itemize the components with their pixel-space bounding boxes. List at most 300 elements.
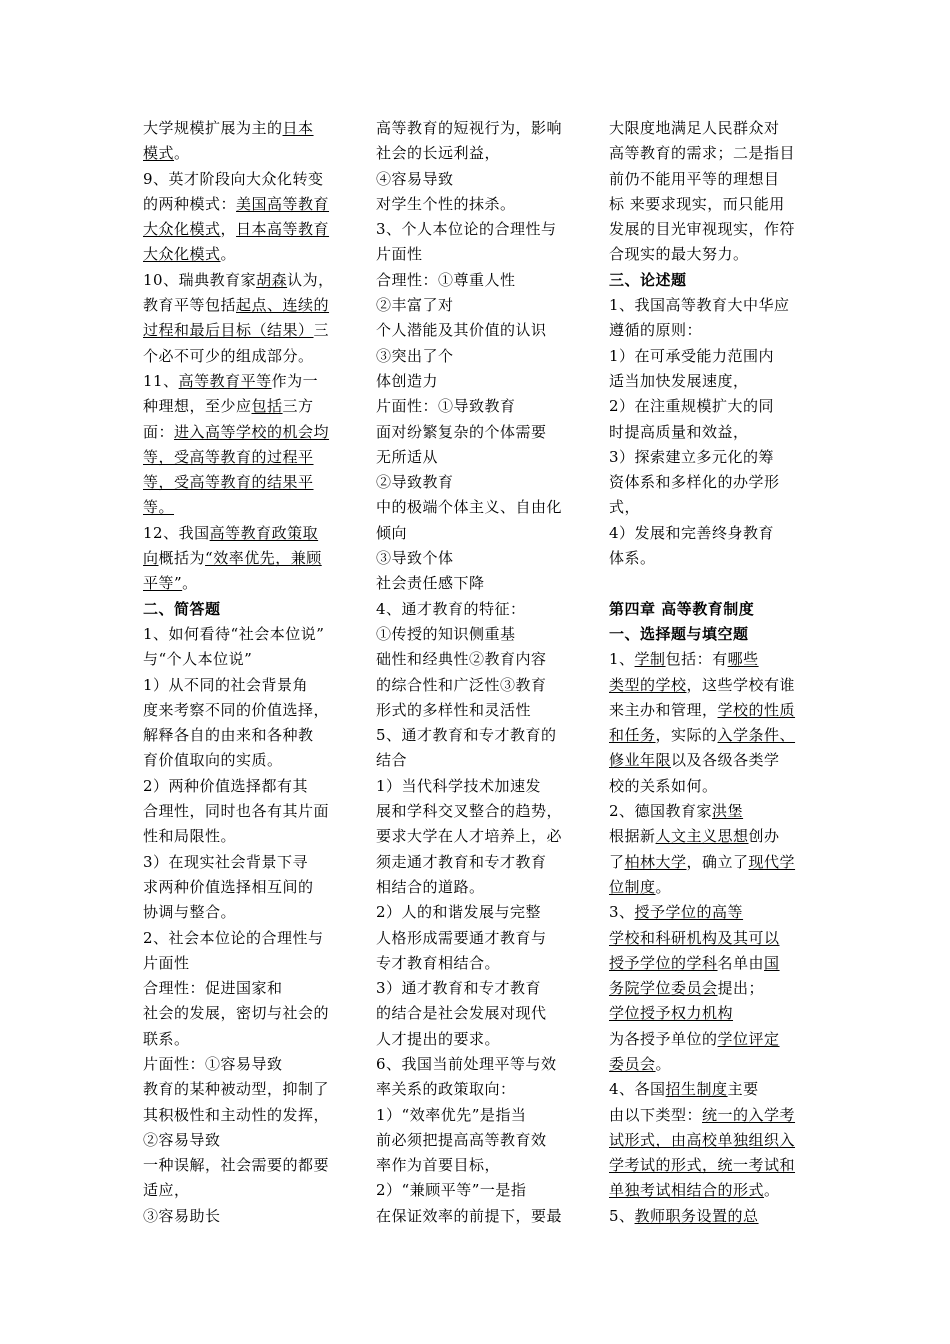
text-column-left [143, 116, 341, 1229]
text-line [609, 1052, 807, 1077]
text-line [376, 192, 574, 217]
text-segment: 4）发展和完善终身教育 [609, 523, 775, 542]
text-line [376, 521, 574, 546]
underlined-answer: 类型的学校 [609, 675, 687, 694]
text-segment: 联系。 [143, 1029, 190, 1048]
text-segment: 校的关系如何。 [609, 776, 718, 795]
underlined-answer: 平等” [143, 574, 183, 593]
text-segment: 体系。 [609, 549, 656, 568]
text-line [143, 647, 341, 672]
text-line [376, 445, 574, 470]
underlined-answer: 位制度 [609, 877, 656, 896]
text-segment: ④容易导致 [376, 169, 454, 188]
text-line [609, 723, 807, 748]
text-segment: 教育的某种被动型，抑制了 [143, 1080, 330, 1099]
underlined-answer: 学位评定 [717, 1029, 780, 1048]
text-line [609, 1103, 807, 1128]
text-line [143, 799, 341, 824]
underlined-answer: 授予学位的高等 [634, 903, 744, 922]
text-segment: 了 [609, 852, 625, 871]
underlined-answer: 现代学 [748, 852, 796, 871]
text-segment: 合理性，同时也各有其片面 [143, 802, 330, 821]
text-line [609, 799, 807, 824]
section-heading: 一、选择题与填空题 [609, 624, 749, 643]
text-segment: 为各授予单位的 [609, 1029, 718, 1048]
text-segment: 高等教育的短视行为，影响 [376, 119, 563, 137]
text-line [609, 242, 807, 267]
text-line [143, 1077, 341, 1102]
underlined-answer: 向 [143, 549, 159, 568]
text-line [376, 141, 574, 166]
text-segment: 5、通才教育和专才教育的 [376, 726, 557, 745]
text-line [609, 394, 807, 419]
text-line [143, 951, 341, 976]
text-line [609, 470, 807, 495]
text-segment: 6、我国当前处理平等与效 [376, 1054, 557, 1073]
text-line [143, 242, 341, 267]
text-line [376, 698, 574, 723]
text-segment: 的两种模式： [143, 194, 237, 213]
text-line [143, 1027, 341, 1052]
text-segment: 面： [143, 422, 175, 441]
text-segment: ①传授的知识侧重基 [376, 624, 516, 643]
underlined-answer: 包括 [251, 397, 283, 416]
text-line [609, 318, 807, 343]
text-line [609, 369, 807, 394]
text-segment: 3、个人本位论的合理性与 [376, 220, 557, 239]
text-line [376, 495, 574, 520]
text-segment: 与“个人本位说” [143, 650, 253, 669]
text-line [376, 1153, 574, 1178]
text-segment: 。 [174, 144, 190, 163]
underlined-answer: 修业年限 [609, 751, 672, 770]
underlined-answer: 等，受高等教育的过程平 [143, 447, 314, 466]
text-line [609, 546, 807, 571]
text-segment: 遵循的原则： [609, 321, 703, 340]
text-segment: 率关系的政策取向： [376, 1080, 516, 1099]
section-heading: 二、简答题 [143, 599, 221, 618]
text-line [143, 976, 341, 1001]
text-line [143, 293, 341, 318]
text-line [609, 217, 807, 242]
text-line [376, 546, 574, 571]
text-line [376, 1027, 574, 1052]
text-line [143, 141, 341, 166]
text-segment: 。 [764, 1181, 780, 1200]
text-segment: 资体系和多样化的办学形 [609, 473, 780, 492]
text-column-middle [376, 116, 574, 1229]
text-segment: 2）两种价值选择都有其 [143, 776, 309, 795]
text-segment: 1）当代科学技术加速发 [376, 776, 542, 795]
text-line [376, 1052, 574, 1077]
underlined-answer: 模式 [143, 144, 175, 163]
text-segment: 作为一 [271, 371, 319, 390]
text-line [376, 774, 574, 799]
text-line [609, 1153, 807, 1178]
text-line [376, 116, 574, 141]
underlined-answer: 委员会 [609, 1054, 656, 1073]
text-segment: 1）“效率优先”是指当 [376, 1105, 527, 1124]
text-line [609, 673, 807, 698]
text-line [143, 1103, 341, 1128]
text-segment: 2、社会本位论的合理性与 [143, 928, 324, 947]
underlined-answer: 学位授予权力机构 [609, 1004, 734, 1023]
text-line [376, 369, 574, 394]
text-line [143, 723, 341, 748]
text-line [376, 926, 574, 951]
text-segment: 适应， [143, 1181, 190, 1200]
text-line [609, 1204, 807, 1229]
text-segment: 2）人的和谐发展与完整 [376, 903, 542, 922]
text-segment: 结合 [376, 751, 408, 770]
text-segment: 展和学科交叉整合的趋势， [376, 802, 563, 821]
text-segment: 高等教育的需求；二是指目 [609, 144, 796, 163]
text-segment: 的综合性和广泛性③教育 [376, 675, 547, 694]
text-segment: 社会的长远利益， [376, 144, 501, 163]
text-line [609, 774, 807, 799]
underlined-answer: 日本 [282, 119, 314, 137]
text-line [376, 1128, 574, 1153]
text-segment: 1、如何看待“社会本位说” [143, 624, 325, 643]
text-segment: ③导致个体 [376, 549, 454, 568]
text-line [609, 268, 807, 293]
text-segment: ②丰富了对 [376, 296, 454, 315]
text-line [143, 774, 341, 799]
text-line [143, 268, 341, 293]
text-segment: 。 [655, 1054, 672, 1073]
text-segment: 前仍不能用平等的理想目 [609, 169, 780, 188]
text-line [609, 875, 807, 900]
text-segment: 概括为 [158, 549, 206, 568]
text-segment: 2）在注重规模扩大的同 [609, 397, 775, 416]
text-segment: 片面性 [143, 953, 190, 972]
text-line [609, 850, 807, 875]
text-segment: 3）通才教育和专才教育 [376, 979, 542, 998]
text-segment: 率作为首要目标， [376, 1156, 501, 1175]
text-segment: 4、各国 [609, 1080, 666, 1099]
text-segment: 合现实的最大努力。 [609, 245, 749, 264]
text-line [609, 571, 807, 596]
text-segment: 社会责任感下降 [376, 574, 485, 593]
text-line [609, 1001, 807, 1026]
text-line [376, 622, 574, 647]
text-line [609, 445, 807, 470]
text-segment: 1）在可承受能力范围内 [609, 346, 775, 365]
text-segment: 体创造力 [376, 371, 439, 390]
underlined-answer: 起点、连续的 [236, 296, 330, 315]
text-segment: 人才提出的要求。 [376, 1029, 501, 1048]
text-line [376, 318, 574, 343]
underlined-answer: 洪堡 [712, 802, 744, 821]
text-segment: 三方 [282, 397, 314, 416]
underlined-answer: 入学条件、 [717, 726, 796, 745]
text-segment: ②导致教育 [376, 473, 454, 492]
text-segment: 3、 [609, 903, 635, 922]
text-line [376, 1204, 574, 1229]
text-segment: 面对纷繁复杂的个体需要 [376, 422, 547, 441]
text-line [376, 394, 574, 419]
text-segment: 无所适从 [376, 447, 439, 466]
text-segment: 中的极端个体主义、自由化 [376, 498, 563, 517]
text-line [376, 673, 574, 698]
text-segment: 人格形成需要通才教育与 [376, 928, 547, 947]
text-segment: 3）探索建立多元化的筹 [609, 447, 775, 466]
text-segment: 相结合的道路。 [376, 877, 485, 896]
text-segment: 一种误解，社会需要的都要 [143, 1156, 330, 1175]
text-line [376, 976, 574, 1001]
underlined-answer: 学校的性质 [717, 700, 796, 719]
text-segment: 主要 [727, 1080, 759, 1099]
text-line [376, 1077, 574, 1102]
text-line [609, 748, 807, 773]
text-line [609, 293, 807, 318]
text-segment: 合理性：促进国家和 [143, 979, 283, 998]
text-segment: ②容易导致 [143, 1130, 221, 1149]
text-segment: 。 [655, 877, 672, 896]
text-segment: 根据新 [609, 827, 656, 846]
text-line [609, 951, 807, 976]
text-segment: 求两种价值选择相互间的 [143, 877, 314, 896]
text-line [376, 951, 574, 976]
text-line [609, 622, 807, 647]
text-line [143, 420, 341, 445]
underlined-answer: 大众化模式 [143, 220, 221, 239]
text-column-right [609, 116, 807, 1229]
text-segment: 片面性：①容易导致 [143, 1054, 283, 1073]
text-line [609, 495, 807, 520]
text-segment: 4、通才教育的特征： [376, 599, 526, 618]
text-segment: 由以下类型： [609, 1105, 703, 1124]
text-line [143, 597, 341, 622]
text-line [609, 698, 807, 723]
text-segment: 12、我国 [143, 523, 210, 542]
text-line [143, 1178, 341, 1203]
text-segment: 片面性 [376, 245, 423, 264]
text-segment: 以及各级各类学 [671, 751, 780, 770]
text-segment: 专才教育相结合。 [376, 953, 501, 972]
text-segment: 。 [220, 245, 237, 264]
text-line [609, 521, 807, 546]
text-line [376, 293, 574, 318]
text-segment: 性和局限性。 [143, 827, 237, 846]
underlined-answer: 学制 [634, 650, 666, 669]
text-line [143, 318, 341, 343]
text-line [143, 1153, 341, 1178]
text-line [143, 850, 341, 875]
underlined-answer: 进入高等学校的机会均 [174, 422, 330, 441]
text-line [143, 622, 341, 647]
underlined-answer: 学考试的形式，统一考试和 [609, 1156, 796, 1175]
text-line [376, 571, 574, 596]
underlined-answer: 柏林大学 [624, 852, 687, 871]
text-line [376, 268, 574, 293]
text-segment: ③突出了个 [376, 346, 454, 365]
text-line [143, 217, 341, 242]
text-line [376, 470, 574, 495]
text-segment: 个人潜能及其价值的认识 [376, 321, 547, 340]
text-segment: 形式的多样性和灵活性 [376, 700, 532, 719]
underlined-answer: 试形式，由高校单独组织入 [609, 1130, 796, 1149]
text-line [376, 420, 574, 445]
text-segment: 时提高质量和效益， [609, 422, 749, 441]
text-segment: 须走通才教育和专才教育 [376, 852, 547, 871]
text-segment: 的结合是社会发展对现代 [376, 1004, 547, 1023]
text-line [143, 470, 341, 495]
text-segment: 在保证效率的前提下，要最 [376, 1206, 563, 1225]
text-line [609, 420, 807, 445]
text-line [609, 1027, 807, 1052]
underlined-answer: 单独考试相结合的形式 [609, 1181, 765, 1200]
text-line [376, 217, 574, 242]
text-line [376, 723, 574, 748]
text-segment: 前必须把提高高等教育效 [376, 1130, 547, 1149]
text-line [609, 1178, 807, 1203]
text-segment: 解释各自的由来和各种教 [143, 726, 314, 745]
text-segment: 发展的目光审视现实，作符 [609, 220, 796, 239]
text-line [143, 546, 341, 571]
underlined-answer: 等。 [143, 498, 175, 517]
text-segment: ③容易助长 [143, 1206, 221, 1225]
text-segment: 包括：有 [665, 650, 728, 669]
text-line [143, 673, 341, 698]
text-line [143, 445, 341, 470]
text-line [143, 394, 341, 419]
text-line [143, 1128, 341, 1153]
underlined-answer: 国 [764, 953, 780, 972]
text-segment: 协调与整合。 [143, 903, 237, 922]
text-line [376, 1103, 574, 1128]
text-line [609, 926, 807, 951]
text-line [376, 167, 574, 192]
text-line [376, 875, 574, 900]
text-line [143, 344, 341, 369]
text-segment: 种理想，至少应 [143, 397, 252, 416]
text-segment: 标 来要求现实，而只能用 [609, 194, 785, 213]
text-segment: 名单由 [717, 953, 765, 972]
text-line [143, 369, 341, 394]
text-line [376, 900, 574, 925]
text-segment: 2）“兼顾平等”一是指 [376, 1181, 527, 1200]
text-line [609, 976, 807, 1001]
text-line [609, 344, 807, 369]
text-segment: ，这些学校有谁 [686, 675, 796, 694]
text-line [143, 1204, 341, 1229]
text-segment: 大学规模扩展为主的 [143, 119, 283, 137]
text-line [376, 799, 574, 824]
text-segment: 11、 [143, 371, 179, 390]
text-segment: 1、我国高等教育大中华应 [609, 296, 790, 315]
text-segment: 要求大学在人才培养上，必 [376, 827, 563, 846]
text-line [609, 116, 807, 141]
text-segment: 度来考察不同的价值选择， [143, 700, 330, 719]
text-segment: 其积极性和主动性的发挥， [143, 1105, 330, 1124]
text-line [143, 521, 341, 546]
text-segment: 倾向 [376, 523, 408, 542]
text-segment: ， [220, 220, 237, 239]
text-line [143, 698, 341, 723]
text-line [609, 167, 807, 192]
text-segment: 个必不可少的组成部分。 [143, 346, 314, 365]
text-line [376, 748, 574, 773]
text-segment: 10、瑞典教育家 [143, 270, 257, 289]
text-segment: 。 [182, 574, 198, 593]
text-line [376, 647, 574, 672]
text-line [376, 242, 574, 267]
underlined-answer: 日本高等教育 [236, 220, 330, 239]
text-line [143, 116, 341, 141]
text-segment: 3）在现实社会背景下寻 [143, 852, 309, 871]
text-segment: 大限度地满足人民群众对 [609, 119, 780, 137]
section-heading: 三、论述题 [609, 270, 687, 289]
text-segment: 9、英才阶段向大众化转变 [143, 169, 324, 188]
text-line [143, 167, 341, 192]
text-line [609, 141, 807, 166]
text-segment: 片面性：①导致教育 [376, 397, 516, 416]
underlined-answer: 人文主义思想 [655, 827, 749, 846]
text-line [609, 1128, 807, 1153]
underlined-answer: 胡森 [256, 270, 288, 289]
text-line [376, 824, 574, 849]
underlined-answer: 和任务 [609, 726, 656, 745]
underlined-answer: 高等教育政策取 [209, 523, 319, 542]
underlined-answer: 务院学位委员会 [609, 979, 718, 998]
underlined-answer: 授予学位的学科 [609, 953, 718, 972]
text-line [143, 1052, 341, 1077]
text-line [609, 647, 807, 672]
text-segment: 1、 [609, 650, 635, 669]
underlined-answer: 哪些 [727, 650, 759, 669]
text-segment: 1）从不同的社会背景角 [143, 675, 309, 694]
text-segment: 三 [313, 321, 330, 340]
text-line [143, 824, 341, 849]
text-line [376, 850, 574, 875]
underlined-answer: 教师职务设置的总 [634, 1206, 759, 1225]
underlined-answer: 统一的入学考 [702, 1105, 796, 1124]
text-line [143, 748, 341, 773]
text-segment: 社会的发展，密切与社会的 [143, 1004, 330, 1023]
underlined-answer: 招生制度 [665, 1080, 728, 1099]
underlined-answer: 等，受高等教育的结果平 [143, 473, 314, 492]
text-line [609, 192, 807, 217]
text-segment: ，实际的 [655, 726, 718, 745]
section-heading: 第四章 高等教育制度 [609, 599, 755, 618]
text-segment: 适当加快发展速度， [609, 371, 749, 390]
underlined-answer: 高等教育平等 [178, 371, 272, 390]
text-segment: ，确立了 [686, 852, 749, 871]
text-segment: 创办 [748, 827, 780, 846]
text-line [143, 571, 341, 596]
underlined-answer: 大众化模式 [143, 245, 221, 264]
underlined-answer: 美国高等教育 [236, 194, 330, 213]
text-line [143, 495, 341, 520]
underlined-answer: “效率优先，兼顾 [205, 549, 322, 568]
text-segment: 来主办和管理， [609, 700, 718, 719]
text-line [143, 1001, 341, 1026]
text-segment: 础性和经典性②教育内容 [376, 650, 547, 669]
text-segment: 认为， [287, 270, 334, 289]
text-segment: 提出； [717, 979, 765, 998]
text-segment: 5、 [609, 1206, 635, 1225]
text-line [143, 926, 341, 951]
text-line [143, 192, 341, 217]
text-segment: 2、德国教育家 [609, 802, 713, 821]
text-line [143, 875, 341, 900]
underlined-answer: 过程和最后目标（结果） [143, 321, 314, 340]
text-line [376, 1178, 574, 1203]
text-line [376, 597, 574, 622]
text-segment: 对学生个性的抹杀。 [376, 194, 516, 213]
text-line [376, 344, 574, 369]
